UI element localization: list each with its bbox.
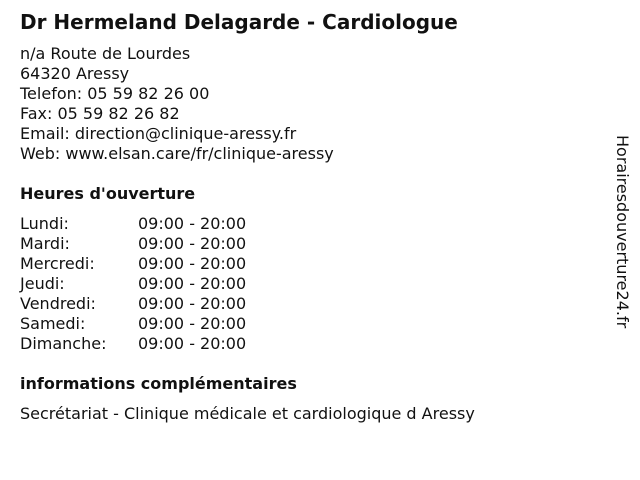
- day-label: Mardi:: [20, 234, 70, 253]
- address-city: 64320 Aressy: [20, 64, 130, 83]
- email-address: Email: direction@clinique-aressy.fr: [20, 124, 297, 143]
- day-label: Vendredi:: [20, 294, 96, 313]
- opening-hours-heading: Heures d'ouverture: [20, 184, 196, 203]
- time-range: 09:00 - 20:00: [138, 334, 247, 353]
- time-range: 09:00 - 20:00: [138, 314, 247, 333]
- address-street: n/a Route de Lourdes: [20, 44, 191, 63]
- website-url: Web: www.elsan.care/fr/clinique-aressy: [20, 144, 334, 163]
- time-range: 09:00 - 20:00: [138, 234, 247, 253]
- site-watermark: Horairesdouverture24.fr: [613, 135, 632, 329]
- time-range: 09:00 - 20:00: [138, 294, 247, 313]
- fax-number: Fax: 05 59 82 26 82: [20, 104, 180, 123]
- day-label: Jeudi:: [20, 274, 65, 293]
- day-label: Mercredi:: [20, 254, 95, 273]
- day-label: Dimanche:: [20, 334, 107, 353]
- phone-number: Telefon: 05 59 82 26 00: [20, 84, 210, 103]
- time-range: 09:00 - 20:00: [138, 254, 247, 273]
- time-range: 09:00 - 20:00: [138, 214, 247, 233]
- additional-info-heading: informations complémentaires: [20, 374, 297, 393]
- contact-block: [20, 44, 334, 164]
- day-label: Samedi:: [20, 314, 86, 333]
- additional-info-text: Secrétariat - Clinique médicale et cardiologique d Aressy: [20, 404, 475, 423]
- day-label: Lundi:: [20, 214, 69, 233]
- page-title: Dr Hermeland Delagarde - Cardiologue: [20, 10, 458, 34]
- time-range: 09:00 - 20:00: [138, 274, 247, 293]
